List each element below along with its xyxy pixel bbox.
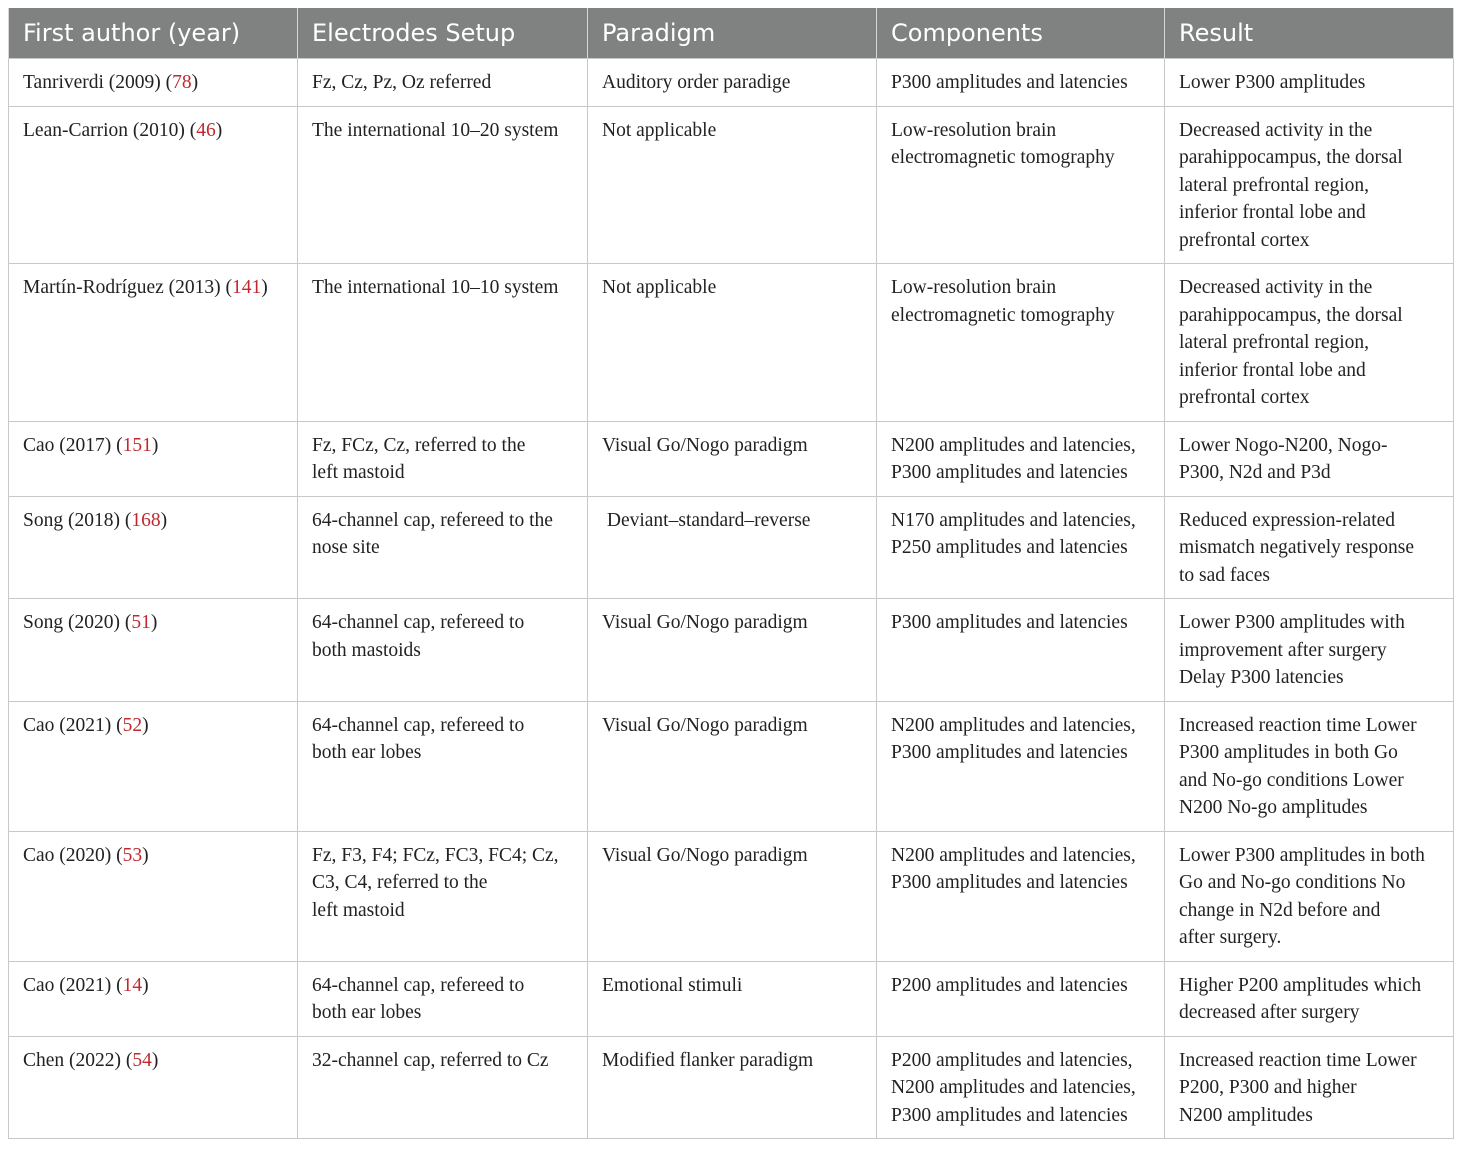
cell-paradigm [588,496,877,599]
cell-line: Go and No-go conditions No [1179,872,1406,893]
cell-line: P300 amplitudes and latencies [891,1104,1128,1126]
cell-author: Chen (2022) (54) [9,1036,298,1139]
table-body [9,59,1454,1139]
cell-line: N200 amplitudes and latencies, [891,714,1136,736]
cell-line: left mastoid [312,899,405,921]
cell-paradigm [588,701,877,831]
table-row [9,106,1454,264]
cell-line: parahippocampus, the dorsal [1179,147,1403,168]
cell-result [1165,421,1454,496]
cell-result [1165,496,1454,599]
cell-line: 64-channel cap, refereed to [312,612,525,633]
cell-electrodes [298,701,588,831]
cell-line: Higher P200 amplitudes which [1179,974,1422,996]
cell-paradigm [588,961,877,1036]
cell-author: Cao (2020) (53) [9,831,298,961]
cell-paradigm [588,1036,877,1139]
cell-line: Reduced expression-related [1179,509,1396,531]
header-row [9,8,1454,59]
cell-line: 32-channel cap, referred to Cz [312,1049,549,1071]
header-electrodes-setup: Electrodes Setup [298,8,588,59]
cell-line: Emotional stimuli [602,974,743,996]
cell-paradigm [588,831,877,961]
cell-electrodes [298,59,588,107]
cell-line: P300 amplitudes and latencies [891,742,1128,763]
cell-line: lateral prefrontal region, [1179,174,1370,196]
table-row [9,701,1454,831]
cell-line: Not applicable [602,277,717,298]
cell-line: P250 amplitudes and latencies [891,537,1128,558]
cell-line: N200 amplitudes and latencies, [891,434,1136,456]
cell-author: Cao (2017) (151) [9,421,298,496]
cell-line: Delay P300 latencies [1179,667,1344,688]
cell-paradigm [588,59,877,107]
citation-link[interactable]: 52 [122,714,143,736]
cell-line: both ear lobes [312,1002,422,1023]
cell-line: 64-channel cap, refereed to [312,714,525,736]
author-year: Cao (2020) [23,844,112,866]
cell-line: to sad faces [1179,564,1270,586]
author-year: Lean-Carrion (2010) [23,119,185,141]
cell-author: Lean-Carrion (2010) (46) [9,106,298,264]
cell-author: Tanriverdi (2009) (78) [9,59,298,107]
citation-link[interactable]: 46 [196,119,216,141]
cell-line: Lower Nogo-N200, Nogo- [1179,434,1388,456]
cell-line: prefrontal cortex [1179,387,1310,408]
table-row [9,496,1454,599]
table-row [9,831,1454,961]
cell-electrodes [298,599,588,702]
cell-paradigm [588,106,877,264]
cell-line: electromagnetic tomography [891,304,1115,326]
cell-line: improvement after surgery [1179,639,1387,661]
cell-line: Visual Go/Nogo paradigm [602,844,808,866]
cell-result [1165,59,1454,107]
cell-line: mismatch negatively response [1179,537,1415,558]
author-year: Chen (2022) [23,1049,122,1071]
table-row [9,961,1454,1036]
cell-line: Decreased activity in the [1179,119,1373,141]
cell-line: electromagnetic tomography [891,147,1115,168]
cell-line: Visual Go/Nogo paradigm [602,714,808,736]
author-year: Martín-Rodríguez (2013) [23,277,221,298]
cell-line: Fz, F3, F4; FCz, FC3, FC4; Cz, [312,844,559,866]
cell-electrodes [298,961,588,1036]
cell-components [877,106,1165,264]
citation-link[interactable]: 51 [131,612,151,633]
cell-result [1165,106,1454,264]
cell-line: inferior frontal lobe and [1179,202,1366,223]
table-row [9,59,1454,107]
cell-line: inferior frontal lobe and [1179,359,1366,381]
cell-author: Song (2020) (51) [9,599,298,702]
cell-line: N200 amplitudes [1179,1104,1313,1126]
cell-line: left mastoid [312,462,405,483]
cell-line: P300 amplitudes and latencies [891,612,1128,633]
cell-line: decreased after surgery [1179,1002,1360,1023]
cell-line: P300 amplitudes and latencies [891,462,1128,483]
cell-components [877,831,1165,961]
table-row [9,421,1454,496]
cell-line: P300 amplitudes in both Go [1179,742,1398,763]
cell-author: Martín-Rodríguez (2013) (141) [9,264,298,422]
author-year: Tanriverdi (2009) [23,72,161,93]
cell-paradigm [588,599,877,702]
cell-components [877,961,1165,1036]
cell-line: N200 amplitudes and latencies, [891,844,1136,866]
cell-author: Song (2018) (168) [9,496,298,599]
cell-line: Not applicable [602,119,717,141]
cell-line: 64-channel cap, refereed to [312,974,525,996]
cell-line: P200 amplitudes and latencies, [891,1049,1133,1071]
cell-line: The international 10–20 system [312,119,559,141]
header-components: Components [877,8,1165,59]
cell-electrodes [298,264,588,422]
table-row [9,599,1454,702]
cell-line: Lower P300 amplitudes in both [1179,844,1425,866]
cell-components [877,701,1165,831]
cell-components [877,496,1165,599]
cell-result [1165,831,1454,961]
citation-link[interactable]: 168 [131,509,161,531]
author-year: Cao (2017) [23,434,112,456]
citation-link[interactable]: 53 [122,844,143,866]
cell-components [877,421,1165,496]
cell-line: both mastoids [312,639,421,661]
header-paradigm: Paradigm [588,8,877,59]
cell-line: Decreased activity in the [1179,277,1373,298]
cell-components [877,264,1165,422]
cell-line: after surgery. [1179,927,1282,948]
cell-result [1165,961,1454,1036]
cell-line: N200 No-go amplitudes [1179,797,1368,818]
author-year: Cao (2021) [23,974,112,996]
author-year: Song (2018) [23,509,120,531]
cell-line: Low-resolution brain [891,119,1057,141]
cell-components [877,599,1165,702]
cell-electrodes [298,496,588,599]
cell-line: change in N2d before and [1179,899,1381,921]
cell-line: Fz, FCz, Cz, referred to the [312,434,526,456]
cell-line: Lower P300 amplitudes with [1179,612,1405,633]
citation-link[interactable]: 78 [172,72,192,93]
cell-line: lateral prefrontal region, [1179,332,1370,353]
cell-line: Auditory order paradige [602,72,791,93]
cell-electrodes [298,106,588,264]
cell-line: N200 amplitudes and latencies, [891,1077,1136,1098]
cell-line: Lower P300 amplitudes [1179,72,1366,93]
cell-line: Visual Go/Nogo paradigm [602,434,808,456]
cell-line: both ear lobes [312,742,422,763]
table-container [8,8,1453,1139]
table-header [9,8,1454,59]
cell-electrodes [298,421,588,496]
cell-line: P200, P300 and higher [1179,1077,1357,1098]
cell-line: Modified flanker paradigm [602,1049,814,1071]
header-result: Result [1165,8,1454,59]
table-row [9,1036,1454,1139]
table-row [9,264,1454,422]
cell-result [1165,1036,1454,1139]
author-year: Song (2020) [23,612,120,633]
cell-paradigm [588,421,877,496]
studies-table [8,8,1454,1139]
citation-link[interactable]: 141 [232,277,262,298]
cell-components [877,1036,1165,1139]
author-year: Cao (2021) [23,714,112,736]
cell-line: P200 amplitudes and latencies [891,974,1128,996]
cell-result [1165,264,1454,422]
cell-electrodes [298,1036,588,1139]
cell-author: Cao (2021) (14) [9,961,298,1036]
cell-paradigm [588,264,877,422]
cell-result [1165,599,1454,702]
cell-electrodes [298,831,588,961]
cell-line: Increased reaction time Lower [1179,1049,1417,1071]
header-first-author: First author (year) [9,8,298,59]
cell-line: prefrontal cortex [1179,229,1310,251]
cell-line: and No-go conditions Lower [1179,769,1404,791]
cell-components [877,59,1165,107]
cell-line: Increased reaction time Lower [1179,714,1417,736]
cell-line: parahippocampus, the dorsal [1179,304,1403,326]
cell-line: P300, N2d and P3d [1179,462,1331,483]
cell-author: Cao (2021) (52) [9,701,298,831]
cell-line: P300 amplitudes and latencies [891,72,1128,93]
cell-line: Fz, Cz, Pz, Oz referred [312,72,492,93]
cell-line: Visual Go/Nogo paradigm [602,612,808,633]
cell-line: Deviant–standard–reverse [602,509,811,531]
citation-link[interactable]: 54 [132,1049,152,1071]
cell-line: N170 amplitudes and latencies, [891,509,1136,531]
cell-line: C3, C4, referred to the [312,872,488,893]
citation-link[interactable]: 14 [122,974,143,996]
cell-line: 64-channel cap, refereed to the [312,509,553,531]
cell-line: Low-resolution brain [891,277,1057,298]
cell-line: P300 amplitudes and latencies [891,872,1128,893]
cell-result [1165,701,1454,831]
citation-link[interactable]: 151 [122,434,152,456]
cell-line: nose site [312,537,380,558]
cell-line: The international 10–10 system [312,277,559,298]
